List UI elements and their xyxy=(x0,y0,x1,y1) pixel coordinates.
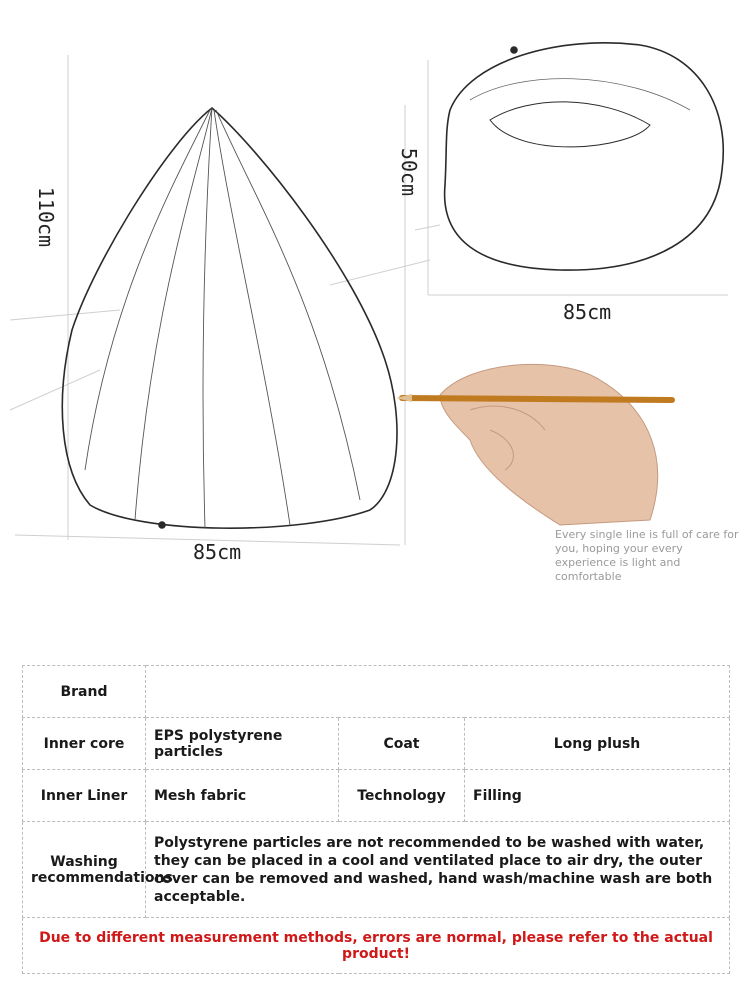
coat-value: Long plush xyxy=(465,718,730,770)
spec-table xyxy=(22,665,730,974)
inner-core-value: EPS polystyrene particles xyxy=(146,718,339,770)
teardrop-width-dimension: 85cm xyxy=(193,540,242,564)
seat-height-dimension: 50cm xyxy=(397,147,422,197)
brand-label: Brand xyxy=(23,666,146,718)
hand-with-pencil xyxy=(396,364,672,525)
coat-label: Coat xyxy=(339,718,465,770)
table-row xyxy=(23,666,730,718)
table-row xyxy=(23,918,730,974)
chair-width-dimension: 85cm xyxy=(563,300,612,324)
inner-liner-value: Mesh fabric xyxy=(146,770,339,822)
brand-value xyxy=(146,666,730,718)
teardrop-beanbag xyxy=(62,108,397,528)
table-row xyxy=(23,822,730,918)
height-dimension: 110cm xyxy=(34,186,59,248)
washing-label: Washing recommendations xyxy=(23,822,146,918)
washing-value: Polystyrene particles are not recommended to be washed with water, they can be placed in a cool and ventilated place to air dry, the outer cover can be removed and washed, hand wash/machine wash are both acceptable. xyxy=(146,822,730,918)
technology-value: Filling xyxy=(465,770,730,822)
table-row xyxy=(23,770,730,822)
technology-label: Technology xyxy=(339,770,465,822)
round-beanbag-chair xyxy=(445,43,724,270)
inner-core-label: Inner core xyxy=(23,718,146,770)
table-row xyxy=(23,718,730,770)
inner-liner-label: Inner Liner xyxy=(23,770,146,822)
measurement-notice: Due to different measurement methods, errors are normal, please refer to the actual product! xyxy=(23,918,730,974)
sketch-caption: Every single line is full of care for you, hoping your every experience is light and comfortable xyxy=(555,528,739,583)
